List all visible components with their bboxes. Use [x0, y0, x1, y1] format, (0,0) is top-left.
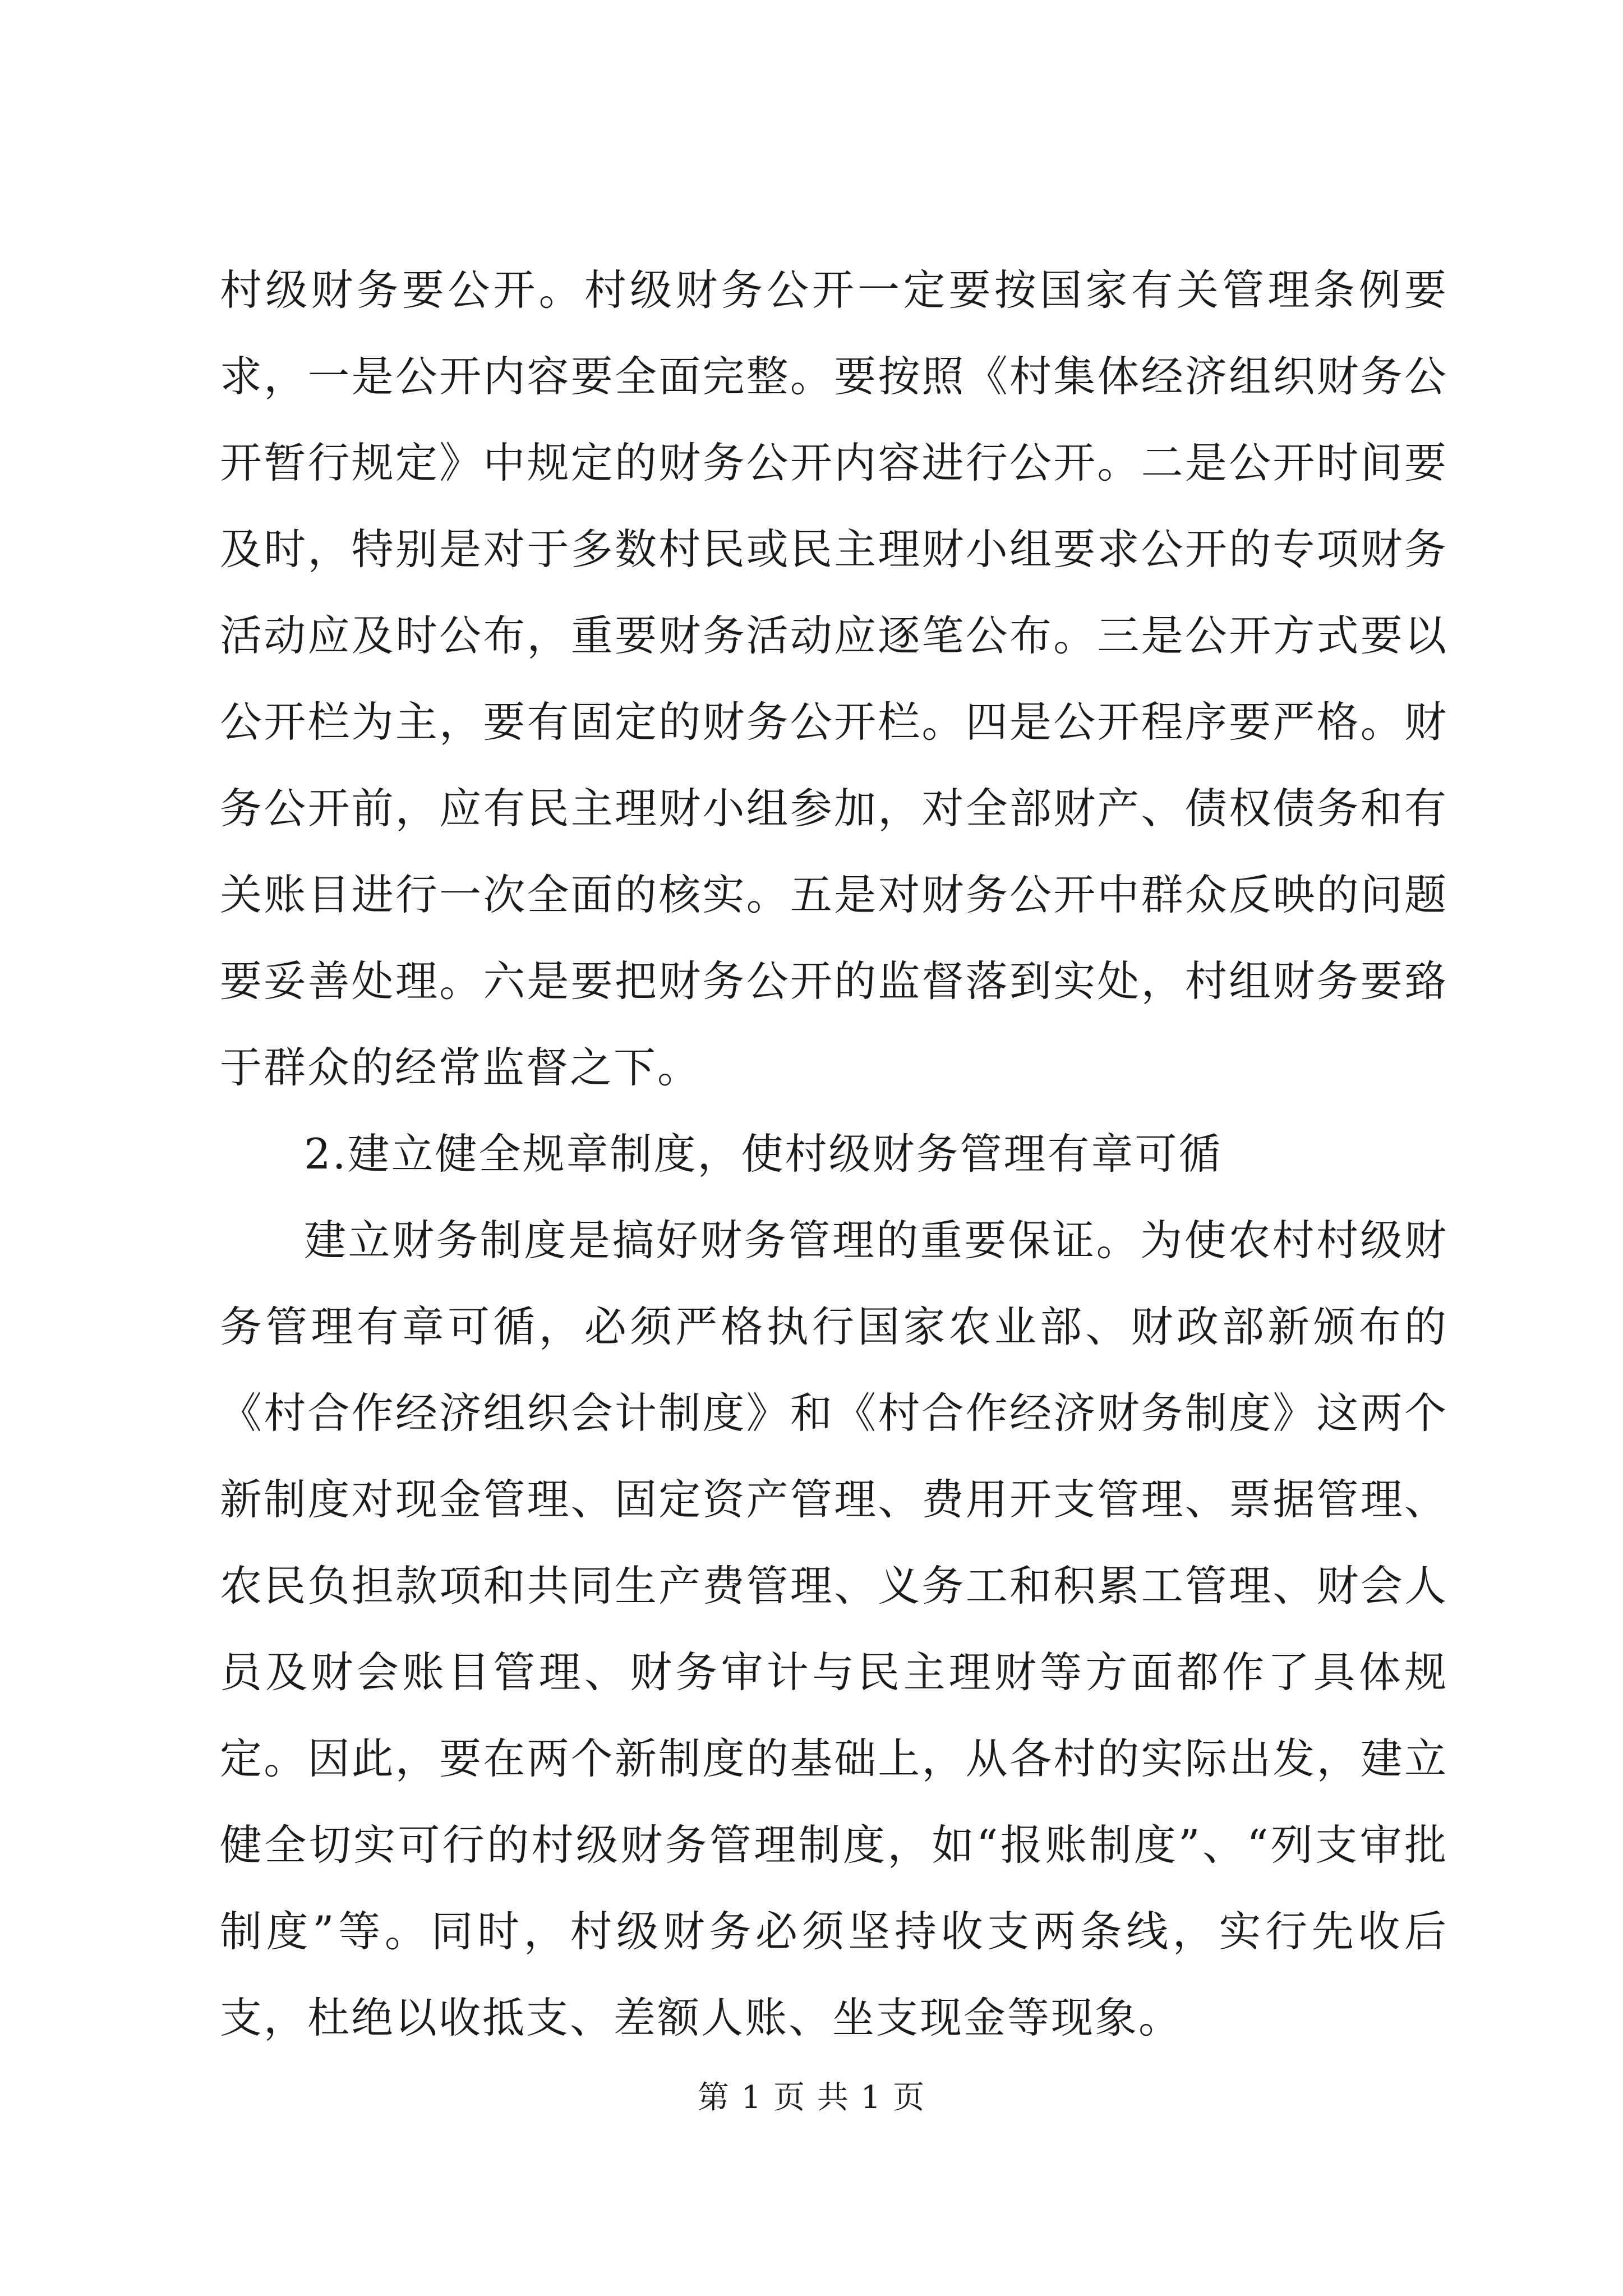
paragraph-financial-system: 建立财务制度是搞好财务管理的重要保证。为使农村村级财务管理有章可循，必须严格执行国家农业部、财政部新颁布的《村合作经济组织会计制度》和《村合作经济财务制度》这两个新制度对现金管理、固定资产管理、费用开支管理、票据管理、农民负担款项和共同生产费管理、义务工和积累工管理、财会人员及财会账目管理、财务审计与民主理财等方面都作了具体规定。因此，要在两个新制度的基础上，从各村的实际出发，建立健全切实可行的村级财务管理制度，如“报账制度”、“列支审批制度”等。同时，村级财务必须坚持收支两条线，实行先收后支，杜绝以收抵支、差额人账、坐支现金等现象。 [220, 1216, 1448, 2042]
body-text [220, 247, 1448, 2061]
section-heading-rules-system: 2.建立健全规章制度，使村级财务管理有章可循 [304, 1129, 1223, 1179]
paragraph-financial-disclosure: 村级财务要公开。村级财务公开一定要按国家有关管理条例要求，一是公开内容要全面完整。要按照《村集体经济组织财务公开暂行规定》中规定的财务公开内容进行公开。二是公开时间要及时，特别是对于多数村民或民主理财小组要求公开的专项财务活动应及时公布，重要财务活动应逐笔公布。三是公开方式要以公开栏为主，要有固定的财务公开栏。四是公开程序要严格。财务公开前，应有民主理财小组参加，对全部财产、债权债务和有关账目进行一次全面的核实。五是对财务公开中群众反映的问题要妥善处理。六是要把财务公开的监督落到实处，村组财务要臵于群众的经常监督之下。 [220, 265, 1448, 1092]
page-number-footer: 第 1 页 共 1 页 [697, 2079, 926, 2116]
